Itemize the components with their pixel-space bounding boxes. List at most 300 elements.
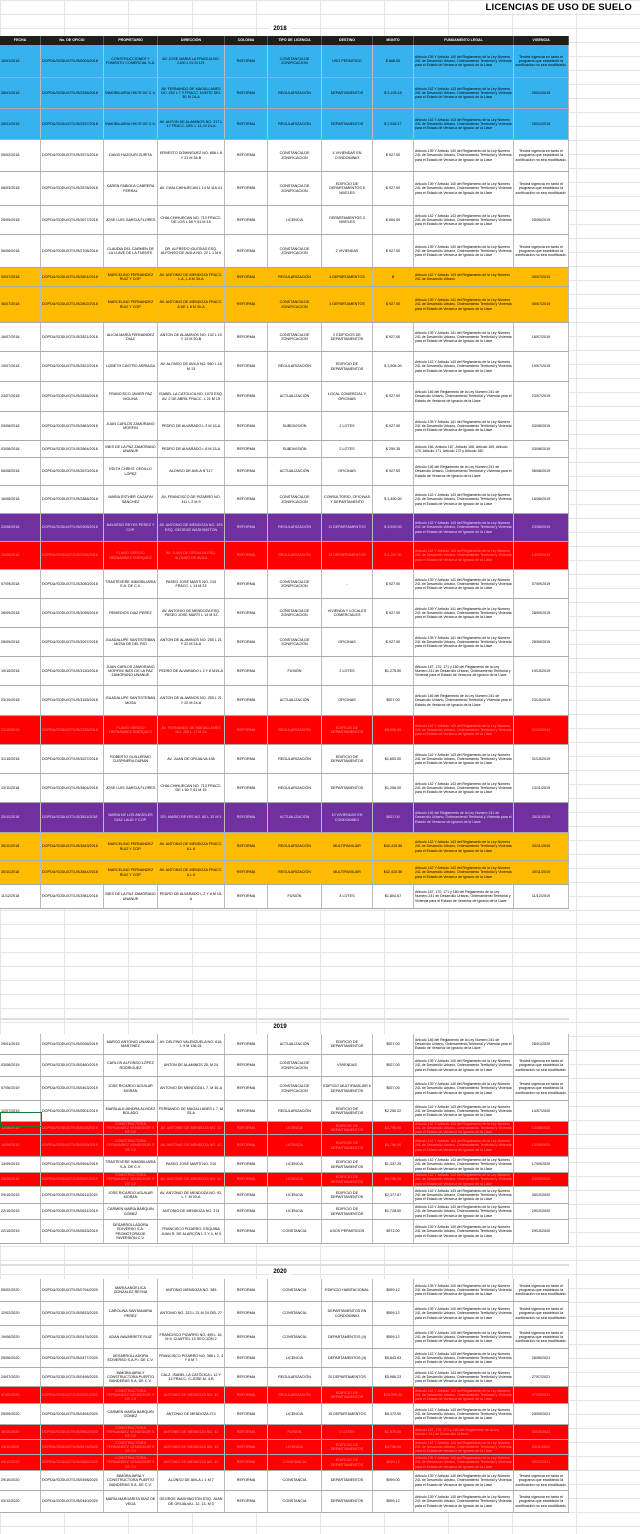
cell-tipo-licencia[interactable]: LICENCIA [268,1204,322,1219]
cell-colonia[interactable]: REFORMA [225,486,268,513]
table-row[interactable] [0,599,569,628]
cell-fecha[interactable]: 24/07/2020 [0,1368,41,1386]
cell-destino[interactable]: 2 LOTES [322,412,373,440]
cell-tipo-licencia[interactable]: REGULARIZACIÓN [268,1368,322,1386]
cell-oficio[interactable]: DOPDU/SODU/OT/US/3095/2018 [41,599,104,627]
cell-propietario[interactable]: MARÍA ALEJANDRA ALVIDEZ BOLADO [104,1101,158,1121]
cell-vigencia[interactable]: 19/07/2019 [514,352,569,381]
cell-fundamento-legal[interactable]: Articulo 139 Y Articulo 140 del Reglamento de la Ley Número 241 de Desarrollo Urbano, Ordenamiento Territorial y Vivienda para el Estado de Veracruz de Ignacio de la Llave [414,45,514,77]
table-row[interactable] [0,542,569,570]
cell-fundamento-legal[interactable]: Articulo 139 Y Articulo 141 del Reglamento de la Ley Número 241 de Desarrollo Urbano, Ordenamiento Territorial y Vivienda para el Estado de Veracruz de Ignacio de la Llave [414,287,514,322]
cell-propietario[interactable]: EDITH CHRIST CEDILLO LÓPEZ [104,458,158,485]
cell-fundamento-legal[interactable]: Articulo 142 Y Articulo 143 del Reglamento de la Ley Número 241 de Desarrollo Urbano, Ordenamiento Territorial y Vivienda para el Estado de Veracruz de Ignacio de la Llave [414,206,514,234]
cell-tipo-licencia[interactable]: ACTUALIZACIÓN [268,803,322,832]
cell-propietario[interactable]: DAVID HAZOURI ZURITA [104,140,158,171]
cell-oficio[interactable]: DOPDU/SODU/OT/US/2801/2018 [41,268,104,286]
cell-destino[interactable]: 11 DEPARTAMENTOS [322,514,373,541]
cell-oficio[interactable]: DOPDU/SODU/OT/US/2802/2018 [41,287,104,322]
table-row[interactable] [0,1157,569,1173]
cell-monto[interactable]: $927.00 [373,1055,414,1076]
cell-vigencia[interactable]: 05/07/2019 [514,268,569,286]
cell-oficio[interactable]: DOPDU/SODU/OT/US/2934/2018 [41,542,104,569]
cell-oficio[interactable]: DOPDU/SODU/OT/US/0539/2019 [41,1135,104,1156]
cell-direccion[interactable]: ALONSO DE AVILA N°117 [158,458,225,485]
cell-vigencia[interactable]: Tendrá vigencia en tanto el programa que estableció la zonificación no sea modificado. [514,1279,569,1301]
cell-tipo-licencia[interactable]: CONSTANCIA [268,1279,322,1301]
cell-propietario[interactable]: CONSTRUCTORA FERNANDEZ VENDEDOR S DE CV [104,1387,158,1403]
header-propietario[interactable]: PROPIETARIO [104,36,158,45]
cell-colonia[interactable]: REFORMA [225,833,268,860]
cell-fundamento-legal[interactable]: Articulo 142 Y Articulo 143 del Reglamento de la Ley Número 241 de Desarrollo Urbano, Ordenamiento Territorial y Vivienda para el Estado de Veracruz de Ignacio de la Llave [414,1204,514,1219]
cell-oficio[interactable]: DOPDU/SODU/OT/US/0531/2020 [41,1387,104,1403]
cell-tipo-licencia[interactable]: LICENCIA [268,1404,322,1424]
header-direccion[interactable]: DIRECCIÓN [158,36,225,45]
cell-monto[interactable]: $ 4,257.00 [373,542,414,569]
cell-oficio[interactable]: DOPDU/SODU/OT/US/0460/2019 [41,1055,104,1076]
cell-monto[interactable]: $1,275.50 [373,657,414,685]
cell-fundamento-legal[interactable]: Articulo 139 Y Articulo 140 del Reglamento de la Ley Número 241 de Desarrollo Urbano, Ordenamiento Territorial y Vivienda para el Estado de Veracruz de Ignacio de la Llave [414,1326,514,1348]
cell-tipo-licencia[interactable]: REGULARIZACIÓN [268,1387,322,1403]
table-row[interactable] [0,885,569,909]
table-row[interactable] [0,686,569,716]
cell-fecha[interactable]: 11/12/2018 [0,885,41,908]
cell-fundamento-legal[interactable]: Articulo 142 Y Articulo 143 del Reglamento de la Ley Número 241 de Desarrollo Urbano, Ordenamiento Territorial y Vivienda para el Estado de Veracruz de Ignacio de la Llave [414,861,514,884]
cell-tipo-licencia[interactable]: REGULARIZACIÓN [268,352,322,381]
table-row[interactable] [0,1349,569,1368]
cell-destino[interactable]: USOS PERMITIDOS [322,1220,373,1243]
cell-tipo-licencia[interactable]: CONSTANCIA DE ZONIFICACION [268,570,322,598]
cell-oficio[interactable]: DOPDU/SODU/OT/US/0562/2020 [41,1425,104,1439]
cell-fecha[interactable]: 06/06/2018 [0,235,41,267]
table-row[interactable] [0,140,569,172]
cell-destino[interactable]: EDIFICIO DE DEPARTAMENTOS [322,1101,373,1121]
cell-fundamento-legal[interactable]: Articulo 142 Y Articulo 143 del Reglamento de la Ley Número 241 de Desarrollo Urbano, Ordenamiento Territorial y Vivienda para el Estado de Veracruz de Ignacio de la Llave [414,1387,514,1403]
cell-propietario[interactable]: CARLOS ALFONSO LÓPEZ RODRIGUEZ [104,1055,158,1076]
cell-tipo-licencia[interactable]: CONSTANCIA [268,1491,322,1512]
cell-tipo-licencia[interactable]: SUBDIVISIÓN [268,441,322,457]
cell-direccion[interactable]: AV. DELFINO VALENZUELA NO. 616, L 9 M 136-01 [158,1034,225,1054]
cell-propietario[interactable]: REMEDIOS DIAZ PEREZ [104,599,158,627]
cell-fundamento-legal[interactable]: Articulo 139 Y Articulo 140 del Reglamento de la Ley Número 241 de Desarrollo Urbano, Ordenamiento Territorial y Vivienda para el Estado de Veracruz de Ignacio de la Llave [414,1220,514,1243]
cell-destino[interactable]: VIVIENDAS [322,1055,373,1076]
cell-colonia[interactable]: REFORMA [225,1368,268,1386]
cell-monto[interactable]: $1,728.00 [373,1204,414,1219]
cell-oficio[interactable]: DOPDU/SODU/OT/US/0477/2020 [41,1349,104,1367]
cell-oficio[interactable]: DOPDU/SODU/OT/US/0594/2019 [41,1157,104,1172]
header-monto[interactable]: MONTO [373,36,414,45]
cell-oficio[interactable]: DOPDU/SODU/OT/US/2677/2018 [41,206,104,234]
cell-colonia[interactable]: REFORMA [225,1187,268,1203]
cell-tipo-licencia[interactable]: REGULARIZACIÓN [268,109,322,139]
cell-propietario[interactable]: CONSTRUCTORA FERNANDEZ VENDEDOR S DE CV [104,1135,158,1156]
cell-oficio[interactable]: DOPDU/SODU/OT/US/0440/2020 [41,1491,104,1512]
cell-colonia[interactable]: REFORMA [225,458,268,485]
cell-tipo-licencia[interactable]: LICENCIA [268,1157,322,1172]
cell-fecha[interactable]: 22/10/2019 [0,1220,41,1243]
table-row[interactable] [0,745,569,774]
cell-direccion[interactable]: ANTONIO DE MENDOZA NO. 274 [158,1204,225,1219]
cell-monto[interactable]: $5,986.23 [373,1368,414,1386]
cell-destino[interactable]: OFICINAS [322,686,373,715]
cell-propietario[interactable]: GUADALUPE SANTISTEBAN MOSA DE DEL RIO [104,628,158,656]
table-row[interactable] [0,382,569,412]
cell-colonia[interactable]: REFORMA [225,542,268,569]
table-row[interactable] [0,1220,569,1244]
cell-fecha[interactable]: 15/01/2018 [0,45,41,77]
cell-tipo-licencia[interactable]: REGULARIZACIÓN [268,774,322,802]
cell-destino[interactable]: 2 LOTES [322,1425,373,1439]
cell-vigencia[interactable]: 03/08/2019 [514,441,569,457]
cell-direccion[interactable]: AV. ANTONIO DE MENDOZA NO. 93, L 7, M 30-A [158,1187,225,1203]
cell-tipo-licencia[interactable]: FUSIÓN [268,657,322,685]
cell-direccion[interactable]: AV. ANTONIO DE MENDOZA NO. 42 [158,1173,225,1186]
cell-colonia[interactable]: REFORMA [225,1326,268,1348]
cell-fundamento-legal[interactable]: Articulo 139 Y Articulo 140 del Reglamento de la Ley Número 241 de Desarrollo Urbano, Ordenamiento Territorial y Vivienda para el Estado de Veracruz de Ignacio de la Llave [414,140,514,171]
cell-propietario[interactable]: MARCELINO FERNANDEZ RUIZ Y COP. [104,268,158,286]
table-row[interactable] [0,1326,569,1349]
cell-oficio[interactable]: DOPDU/SODU/OT/US/0496/2020 [41,1368,104,1386]
cell-fecha[interactable]: 07/09/2020 [0,1387,41,1403]
cell-colonia[interactable]: REFORMA [225,45,268,77]
table-row[interactable] [0,1135,569,1157]
cell-fecha[interactable]: 19/06/2020 [0,1326,41,1348]
cell-fecha[interactable]: 05/07/2018 [0,268,41,286]
table-row[interactable] [0,1491,569,1513]
cell-destino[interactable]: EDIFICIO DE DEPARTAMENTOS [322,1455,373,1470]
table-row[interactable] [0,287,569,323]
cell-fundamento-legal[interactable]: Articulo 139 Y Articulo 141 del Reglamento de la Ley Número 241 de Desarrollo Urbano, Ordenamiento Territorial y Vivienda para el Estado de Veracruz de Ignacio de la Llave [414,628,514,656]
cell-fecha[interactable]: 28/09/2018 [0,628,41,656]
cell-propietario[interactable]: INMOBILIARIA Y CONSTRUCTORA PUERTO BANDERAS S.A. DE C.V. [104,1368,158,1386]
table-row[interactable] [0,78,569,109]
cell-direccion[interactable]: AV. FERNANDO DE MAGALLANES NO. 205 L 17 M 24 [158,716,225,744]
cell-destino[interactable]: 4 DEPARTAMENTOS [322,287,373,322]
cell-destino[interactable]: DEPARTAMENTOS EN CONDOMINIO [322,1302,373,1325]
table-row[interactable] [0,1034,569,1055]
cell-fundamento-legal[interactable]: Articulo 142 Y Articulo 143 del Reglamento de la Ley Número 241 de Desarrollo Urbano, Ordenamiento Territorial y Vivienda para el Estado de Veracruz de Ignacio de la Llave [414,542,514,569]
cell-fundamento-legal[interactable]: Articulo 167, 170, 171 y 180 del Reglamento de la Ley Número 241 de Desarrollo Urbano [414,1425,514,1439]
cell-vigencia[interactable]: 13/09/2019 [514,542,569,569]
cell-monto[interactable]: $ 927.00 [373,628,414,656]
cell-vigencia[interactable]: Tendrá vigencia en tanto el programa que estableció la zonificación no sea modificado. [514,1077,569,1100]
cell-tipo-licencia[interactable]: REGULARIZACIÓN [268,745,322,773]
cell-monto[interactable]: $42,415.56 [373,861,414,884]
cell-colonia[interactable]: REFORMA [225,1173,268,1186]
cell-destino[interactable]: EDIFICIO DE DEPARTAMENTOS [322,1122,373,1134]
cell-vigencia[interactable]: 31/10/2019 [514,745,569,773]
table-row[interactable] [0,514,569,542]
cell-tipo-licencia[interactable]: ACTUALIZACIÓN [268,1034,322,1054]
cell-fundamento-legal[interactable]: Articulo 139 Y Articulo 141 del Reglamento de la Ley Número 241 de Desarrollo Urbano, Ordenamiento Territorial y Vivienda para el Estado de Veracruz de Ignacio de la Llave [414,599,514,627]
cell-destino[interactable]: EDIFICIO DE DEPARTAMENTOS 5 NIVELES [322,172,373,205]
cell-direccion[interactable]: ANTONIO DE MENDOZA NO. 42 [158,1387,225,1403]
table-row[interactable] [0,268,569,287]
cell-colonia[interactable]: REFORMA [225,1034,268,1054]
cell-monto[interactable]: $1,653.00 [373,745,414,773]
cell-fundamento-legal[interactable]: Articulo 139 Y Articulo 140 del Reglamento de la Ley Número 241 de Desarrollo Urbano, Ordenamiento Territorial y Vivienda para el Estado de Veracruz de Ignacio de la Llave [414,1455,514,1470]
cell-oficio[interactable]: DOPDU/SODU/OT/US/3843/2018 [41,833,104,860]
cell-destino[interactable]: MULTIFAMILIAR [322,833,373,860]
cell-destino[interactable]: EDIFICIO DE DEPARTAMENTOS [322,1034,373,1054]
cell-colonia[interactable]: REFORMA [225,412,268,440]
cell-fundamento-legal[interactable]: Articulo 167, 170, 171 y 180 del Reglamento de la Ley Número 241 de Desarrollo Urbano, Ordenamiento Territorial y Vivienda para el Estado de Veracruz de Ignacio de la Llave [414,657,514,685]
cell-monto[interactable]: $972.00 [373,1220,414,1243]
cell-vigencia[interactable]: 29/10/2020 [514,1220,569,1243]
cell-vigencia[interactable]: 28/09/2019 [514,628,569,656]
cell-propietario[interactable]: INMOBILIARIA Y CONSTRUCTORA PUERTO BANDERAS S.A. DE C.V. [104,1471,158,1490]
cell-tipo-licencia[interactable]: LICENCIA [268,1187,322,1203]
cell-tipo-licencia[interactable]: LICENCIA [268,206,322,234]
cell-colonia[interactable]: REFORMA [225,1204,268,1219]
cell-monto[interactable]: $999.12 [373,1455,414,1470]
cell-destino[interactable]: 2 LOTES [322,657,373,685]
cell-fecha[interactable]: 06/07/2018 [0,287,41,322]
cell-colonia[interactable]: REFORMA [225,287,268,322]
cell-destino[interactable]: 12 DEPARTAMENTOS [322,542,373,569]
cell-vigencia[interactable]: 30/11/2019 [514,833,569,860]
cell-fundamento-legal[interactable]: Articulo 142 Y Articulo 143 del Reglamento de la Ley Número 241 de Desarrollo Urbano, Ordenamiento Territorial y Vivienda para el Estado de Veracruz de Ignacio de la Llave [414,109,514,139]
cell-propietario[interactable]: INMOBILIARIA HHCR DE C.V. [104,109,158,139]
cell-fundamento-legal[interactable]: Articulo 139 Y Articulo 140 del Reglamento de la Ley Número 241 de Desarrollo Urbano, Ordenamiento Territorial y Vivienda para el Estado de Veracruz de Ignacio de la Llave [414,172,514,205]
table-row[interactable] [0,1455,569,1471]
table-row[interactable] [0,109,569,140]
cell-fundamento-legal[interactable]: Articulo 139 Y Articulo 141 del Reglamento de la Ley Número 241 de Desarrollo Urbano, Ordenamiento Territorial y Vivienda para el Estado de Veracruz de Ignacio de la Llave [414,323,514,351]
cell-oficio[interactable]: DOPDU/SODU/OT/US/2821/2018 [41,323,104,351]
cell-propietario[interactable]: CONSTRUCTORA FERNANDEZ VENDEDOR S DE CV [104,1440,158,1454]
cell-oficio[interactable]: DOPDU/SODU/OT/US/3155/2018 [41,686,104,715]
cell-fecha[interactable]: 03/06/2019 [0,1055,41,1076]
cell-fecha[interactable]: 13/09/2019 [0,1157,41,1172]
cell-direccion[interactable]: PEDRO DE ALVARADO L 8 M 15-A [158,441,225,457]
cell-oficio[interactable]: DOPDU/SODU/OT/US/3811/2018 [41,803,104,832]
cell-fecha[interactable]: 23/08/2018 [0,514,41,541]
cell-fecha[interactable]: 03/08/2018 [0,441,41,457]
table-row[interactable] [0,1404,569,1425]
cell-fecha[interactable]: 23/10/2018 [0,686,41,715]
cell-tipo-licencia[interactable]: CONSTANCIA DE ZONIFICACION [268,287,322,322]
cell-destino[interactable]: DEPARTAMENTOS [322,774,373,802]
cell-fecha[interactable]: 09/12/2020 [0,1455,41,1470]
cell-colonia[interactable]: REFORMA [225,172,268,205]
cell-oficio[interactable]: DOPDU/SODU/OT/US/3804/2018 [41,774,104,802]
cell-vigencia[interactable]: Tendrá vigencia en tanto el programa que estableció la zonificación no sea modificado. [514,45,569,77]
cell-vigencia[interactable]: 13/11/2019 [514,774,569,802]
table-row[interactable] [0,1387,569,1404]
cell-fundamento-legal[interactable]: Articulo 146 del Reglamento de la Ley Número 241 de Desarrollo Urbano, Ordenamiento Territorial y Vivienda para el Estado de Veracruz de Ignacio de la Llave [414,458,514,485]
cell-direccion[interactable]: ANTON DE ALAMINOS NO. 255 L 21 Y 22 M 24-A [158,628,225,656]
cell-tipo-licencia[interactable]: SUBDIVISIÓN [268,412,322,440]
cell-direccion[interactable]: AV. ANTONIO DE MENDOZA NO. 42 [158,1122,225,1134]
cell-monto[interactable]: $ 2,105.15 [373,78,414,108]
cell-tipo-licencia[interactable]: FUSIÓN [268,885,322,908]
cell-tipo-licencia[interactable]: REGULARIZACIÓN [268,542,322,569]
cell-monto[interactable]: $5,000.00 [373,716,414,744]
cell-tipo-licencia[interactable]: CONSTANCIA DE ZONIFICACION [268,628,322,656]
cell-colonia[interactable]: REFORMA [225,1404,268,1424]
cell-fecha[interactable]: 12/02/2020 [0,1302,41,1325]
cell-fecha[interactable]: 05/02/2018 [0,140,41,171]
cell-vigencia[interactable]: 28/01/2020 [514,1034,569,1054]
cell-direccion[interactable]: ANTONIO DE MENDOZA NO. 42 [158,1455,225,1470]
table-row[interactable] [0,352,569,382]
cell-colonia[interactable]: REFORMA [225,1302,268,1325]
cell-colonia[interactable]: REFORMA [225,599,268,627]
cell-fecha[interactable]: 29/01/2019 [0,1034,41,1054]
cell-destino[interactable]: EDIFICIO DE DEPARTAMENTOS [322,1173,373,1186]
cell-fundamento-legal[interactable]: Articulo 142 Y Articulo 143 del Reglamento de la Ley Número 241 de Desarrollo Urbano, Ordenamiento Territorial y Vivienda para el Estado de Veracruz de Ignacio de la Llave [414,1440,514,1454]
cell-tipo-licencia[interactable]: ACTUALIZACIÓN [268,382,322,411]
cell-fecha[interactable]: 16/08/2018 [0,486,41,513]
cell-vigencia[interactable]: 26/01/2019 [514,78,569,108]
cell-oficio[interactable]: DOPDU/SODU/OT/US/2578/2018 [41,172,104,205]
cell-fecha[interactable]: 25/06/2020 [0,1349,41,1367]
cell-vigencia[interactable]: 23/07/2019 [514,382,569,411]
cell-tipo-licencia[interactable]: LICENCIA [268,1135,322,1156]
cell-oficio[interactable]: DOPDU/SODU/OT/US/0833/2020 [41,1302,104,1325]
cell-vigencia[interactable]: Tendrá vigencia en tanto el programa que estableció la zonificación no sea modificado. [514,1055,569,1076]
cell-monto[interactable]: $ 927.00 [373,172,414,205]
cell-propietario[interactable]: CONSTRUCTORA FERNANDEZ VENDEDOR S DE CV [104,1425,158,1439]
cell-direccion[interactable]: ANTONIO DE MENDOZA NO. 42 [158,1440,225,1454]
cell-colonia[interactable]: REFORMA [225,382,268,411]
cell-vigencia[interactable]: 11/12/2019 [514,885,569,908]
cell-fundamento-legal[interactable]: Articulo 139 Y Articulo 140 del Reglamento de la Ley Número 241 de Desarrollo Urbano, Ordenamiento Territorial y Vivienda para el Estado de Veracruz de Ignacio de la Llave [414,235,514,267]
cell-fecha[interactable]: 31/10/2018 [0,716,41,744]
cell-oficio[interactable]: DOPDU/SODU/OT/US/3226/2018 [41,716,104,744]
cell-direccion[interactable]: ANTON DE ALAMINOS NO. 255 L 21 Y 22 M 24-A [158,686,225,715]
cell-direccion[interactable]: AV. ALONSO DE AVILA NO. 560 L 18 M 13 [158,352,225,381]
cell-fundamento-legal[interactable]: Articulo 139 Y Articulo 141 del Reglamento de la Ley Número 241 de Desarrollo Urbano, Ordenamiento Territorial y Vivienda para el Estado de Veracruz de Ignacio de la Llave [414,570,514,598]
cell-destino[interactable]: 4 DEPARTAMENTOS [322,268,373,286]
cell-oficio[interactable]: DOPDU/SODU/OT/US/2536/2018 [41,78,104,108]
cell-vigencia[interactable]: 14/07/2020 [514,1101,569,1121]
cell-propietario[interactable]: JUAN CARLOS ZAMORANO MORFIN [104,412,158,440]
cell-propietario[interactable]: LIZBETH CASTRO ARRIAGA [104,352,158,381]
cell-propietario[interactable]: FRANCISCO JAVIER PAZ MOLINA [104,382,158,411]
cell-destino[interactable]: EDIFICIO DE DEPARTAMENTOS [322,1387,373,1403]
cell-direccion[interactable]: AV. ANTONIO DE MENDOZA NO. 193 ESQ. GEORGE WASHINGTON [158,514,225,541]
cell-monto[interactable]: $2,250.22 [373,1101,414,1121]
cell-direccion[interactable]: ANTONIO DE MENDOZA 274 [158,1404,225,1424]
cell-propietario[interactable]: JOSE LUIS GARCIA FLORES [104,774,158,802]
cell-propietario[interactable]: CARMEN MARÍA BARQUIN GÓMEZ [104,1204,158,1219]
table-row[interactable] [0,1471,569,1491]
cell-vigencia[interactable]: Tendrá vigencia en tanto el programa que estableció la zonificación no sea modificado. [514,235,569,267]
cell-oficio[interactable]: DOPDU/SODU/OT/US/3981/2018 [41,885,104,908]
cell-monto[interactable]: $1,206.00 [373,774,414,802]
cell-propietario[interactable]: TRASTÉVERE INMOBILIARIA S.A. DE C.V. [104,570,158,598]
header-oficio[interactable]: No. DE OFICIO [41,36,104,45]
cell-propietario[interactable]: JUAN CARLOS ZAMORANO MORFIN/ INES DE LA PAZ ZAMORANO UNANUE [104,657,158,685]
cell-oficio[interactable]: DOPDU/SODU/OT/US/2888/2018 [41,486,104,513]
cell-oficio[interactable]: DOPDU/SODU/OT/US/0611/2019 [41,1187,104,1203]
cell-colonia[interactable]: REFORMA [225,268,268,286]
cell-direccion[interactable]: AV. FERNANDO DE MAGALLANES NO. 252 L 7 Y FRACC. NORTE DEL 3E M 24-A [158,78,225,108]
cell-direccion[interactable]: AV. CHALCHIHUECAN L 14 M 116-01 [158,172,225,205]
cell-destino[interactable]: EDIFICIO DE DEPARTAMENTOS [322,352,373,381]
cell-direccion[interactable]: AV. JOSE MARIA LA FRAGUA NO. 2100 L 01 M 121 [158,45,225,77]
cell-vigencia[interactable]: 10/09/2020 [514,1135,569,1156]
cell-vigencia[interactable]: 23/09/2020 [514,1173,569,1186]
table-row[interactable] [0,1425,569,1440]
table-row[interactable] [0,206,569,235]
cell-fundamento-legal[interactable]: Articulo 142 Y Articulo 143 del Reglamento de la Ley Número 241 de Desarrollo Urbano, Ordenamiento Territorial y Vivienda para el Estado de Veracruz de Ignacio de la Llave [414,1157,514,1172]
cell-fecha[interactable]: 08/03/2018 [0,172,41,205]
cell-monto[interactable]: $999.00 [373,1471,414,1490]
cell-colonia[interactable]: REFORMA [225,1440,268,1454]
table-row[interactable] [0,1101,569,1122]
cell-vigencia[interactable]: 23/11/2021 [514,1440,569,1454]
cell-tipo-licencia[interactable]: LICENCIA [268,1349,322,1367]
cell-colonia[interactable]: REFORMA [225,352,268,381]
cell-oficio[interactable]: DOPDU/SODU/OT/US/2822/2018 [41,352,104,381]
cell-colonia[interactable]: REFORMA [225,745,268,773]
cell-direccion[interactable]: AV. ANTONIO DE MENDOZA NO. 42 [158,1135,225,1156]
cell-fecha[interactable]: 05/02/2020 [0,1279,41,1301]
cell-fundamento-legal[interactable]: Articulo 142 Y Articulo 143 del Reglamento de la Ley Número 241 de Desarrollo Urbano, Ordenamiento Territorial y Vivienda para el Estado de Veracruz de Ignacio de la Llave [414,1122,514,1134]
cell-fundamento-legal[interactable]: Articulo 139 Y Articulo 140 del Reglamento de la Ley Número 241 de Desarrollo Urbano, Ordenamiento Territorial y Vivienda para el Estado de Veracruz de Ignacio de la Llave [414,1302,514,1325]
cell-propietario[interactable]: CAROLINA SANTAMARIA PEREZ [104,1302,158,1325]
cell-destino[interactable]: - [322,570,373,598]
cell-fundamento-legal[interactable]: Articulo 142 Y Articulo 143 del Reglamento de la Ley Número 241 de Desarrollo Urbano, Ordenamiento Territorial y Vivienda para el Estado de Veracruz de Ignacio de la Llave [414,1404,514,1424]
cell-propietario[interactable]: MARIA ANGELICA GONZALEZ REYNA [104,1279,158,1301]
cell-direccion[interactable]: ANTONIO MENDOZA NO. 385 [158,1279,225,1301]
cell-colonia[interactable]: REFORMA [225,885,268,908]
table-row[interactable] [0,628,569,657]
cell-direccion[interactable]: CHALCHIHUECAN NO. 713 FRACC. DE LOS L 50 Y 51 M 15 [158,206,225,234]
cell-tipo-licencia[interactable]: REGULARIZACIÓN [268,78,322,108]
header-destino[interactable]: DESTINO [322,36,373,45]
cell-fundamento-legal[interactable]: Articulo 167, 170, 171 y 180 del Reglamento de la Ley Número 241 de Desarrollo Urbano, Ordenamiento Territorial y Vivienda para el Estado de Veracruz de Ignacio de la Llave [414,885,514,908]
cell-colonia[interactable]: REFORMA [225,1455,268,1470]
cell-destino[interactable]: EDIFICIO DE DEPARTAMENTOS [322,1440,373,1454]
cell-propietario[interactable]: ADAN NAVARRETE RUIZ [104,1326,158,1348]
cell-tipo-licencia[interactable]: CONSTANCIA [268,1326,322,1348]
cell-monto[interactable]: $ 3,504.00 [373,352,414,381]
cell-fecha[interactable]: 07/09/2018 [0,570,41,598]
cell-tipo-licencia[interactable]: REGULARIZACIÓN [268,1101,322,1121]
cell-fecha[interactable]: 28/01/2018 [0,109,41,139]
cell-propietario[interactable]: BAYARDO REYES PEREZ Y COP. [104,514,158,541]
cell-colonia[interactable]: REFORMA [225,1471,268,1490]
cell-direccion[interactable]: FRANCISCO PIZARRO NO. 495 L 16, M 9, CUARTEL 15 SECCIÓN 2 [158,1326,225,1348]
cell-tipo-licencia[interactable]: REGULARIZACIÓN [268,716,322,744]
cell-direccion[interactable]: CALZ. ISABEL LA CATÓLICA L 12 Y 13 FRACC. C-JOSE M. 4-B [158,1368,225,1386]
cell-fecha[interactable]: 23/11/2020 [0,1440,41,1454]
cell-oficio[interactable]: DOPDU/SODU/OT/US/0597/2019 [41,1173,104,1186]
cell-monto[interactable]: $999.12 [373,1302,414,1325]
table-row[interactable] [0,1368,569,1387]
cell-fundamento-legal[interactable]: Articulo 142 Y Articulo 143 del Reglamento de la Ley Número 241 de Desarrollo Urbano, Ordenamiento Territorial y Vivienda para el Estado de Veracruz de Ignacio de la Llave [414,1173,514,1186]
cell-colonia[interactable]: REFORMA [225,1349,268,1367]
cell-colonia[interactable]: REFORMA [225,1101,268,1121]
table-row[interactable] [0,458,569,486]
cell-vigencia[interactable]: 26/01/2019 [514,109,569,139]
cell-propietario[interactable]: CONSTRUCTORA FERNANDEZ VENDEDOR S DE CV [104,1455,158,1470]
cell-direccion[interactable]: ANTON DE ALAMINOS NO. 132 L 10 Y 13 M 30-B [158,323,225,351]
cell-colonia[interactable]: REFORMA [225,657,268,685]
cell-propietario[interactable]: FLAVIO SERGIO HERNANDEZ ENRIQUEZ [104,542,158,569]
cell-colonia[interactable]: REFORMA [225,1135,268,1156]
cell-fecha[interactable]: 23/07/2018 [0,382,41,411]
cell-oficio[interactable]: DOPDU/SODU/OT/US/0574/2020 [41,1440,104,1454]
cell-monto[interactable]: $1,804.67 [373,885,414,908]
cell-colonia[interactable]: REFORMA [225,78,268,108]
cell-monto[interactable]: $ [373,268,414,286]
cell-direccion[interactable]: AV. ANTONIO DE MENDOZA ESQ. PASEO JOSE MARTI L 13 M 33 [158,599,225,627]
table-row[interactable] [0,1302,569,1326]
cell-vigencia[interactable]: 26/06/2021 [514,1349,569,1367]
